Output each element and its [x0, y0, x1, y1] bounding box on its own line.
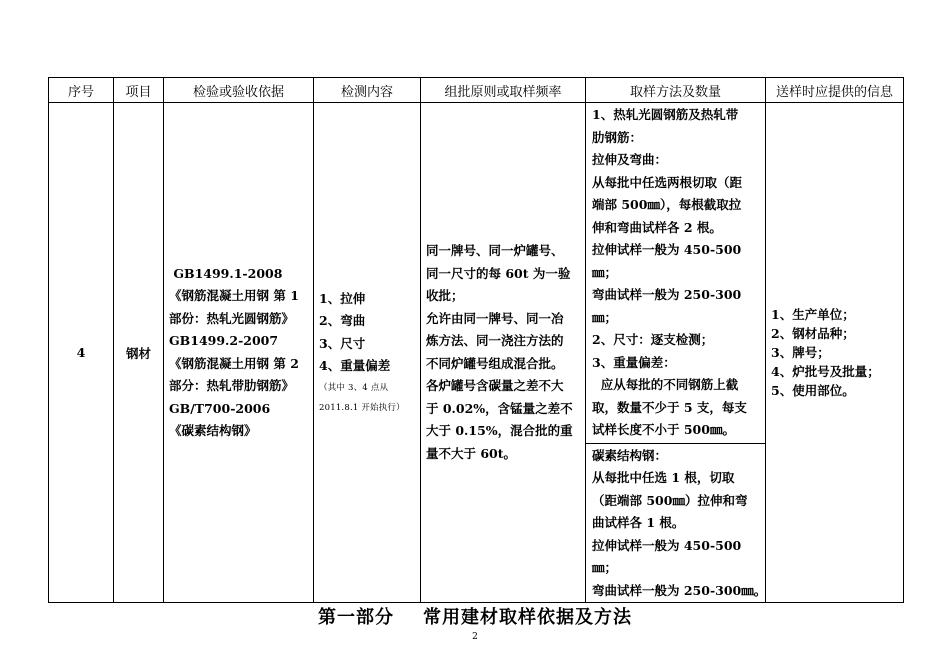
basis-line: GB1499.2-2007 — [169, 333, 279, 348]
header-content: 检测内容 — [314, 78, 421, 103]
cell-info — [766, 103, 904, 603]
row-index: 4 — [76, 345, 86, 360]
content-line: 2、弯曲 — [319, 313, 366, 328]
sampling-line: 2、尺寸：逐支检测； — [592, 332, 714, 347]
batch-line: 各炉罐号含碳量之差不大 — [426, 378, 564, 393]
page-number: 2 — [472, 632, 478, 642]
sampling-line: 1、热轧光圆钢筋及热轧带 — [592, 107, 739, 122]
cell-content — [314, 103, 421, 603]
batch-line: 大于 0.15%，混合批的重 — [426, 423, 573, 438]
sampling-line: 曲试样各 1 根。 — [592, 515, 685, 530]
batch-line: 同一牌号、同一炉罐号、 — [426, 243, 564, 258]
batch-line: 量不大于 60t。 — [426, 445, 517, 461]
content-line: 3、尺寸 — [319, 335, 366, 351]
sampling-line: 从每批中任选 1 根，切取 — [592, 470, 735, 485]
content-line: 1、拉伸 — [319, 290, 366, 306]
info-line: 5、使用部位。 — [771, 383, 855, 398]
basis-line: 《钢筋混凝土用钢 第 2 — [169, 355, 299, 371]
info-line: 2、钢材品种； — [771, 326, 855, 341]
sampling-line: 碳素结构钢： — [592, 447, 668, 463]
basis-line: 《碳素结构钢》 — [169, 423, 257, 438]
batch-line: 不同炉罐号组成混合批。 — [426, 355, 564, 371]
section-title: 第一部分 常用建材取样依据及方法 — [317, 607, 633, 628]
cell-item — [114, 103, 164, 603]
sampling-line: 肋钢筋： — [592, 129, 643, 145]
row-item: 钢材 — [125, 345, 151, 361]
header-basis: 检验或验收依据 — [164, 78, 314, 103]
sampling-line: 弯曲试样一般为 250-300㎜。 — [592, 582, 767, 598]
sampling-line: 拉伸及弯曲： — [592, 152, 668, 167]
sampling-line: ㎜； — [592, 560, 618, 575]
batch-line: 同一尺寸的每 60t 为一验 — [426, 265, 571, 281]
sampling-line: 伸和弯曲试样各 2 根。 — [592, 219, 722, 235]
header-batch: 组批原则或取样频率 — [421, 78, 586, 103]
content-note: （其中 3、4 点从 — [319, 382, 389, 393]
cell-basis — [164, 103, 314, 603]
sampling-line: 取，数量不少于 5 支，每支 — [592, 399, 747, 415]
basis-line: GB/T700-2006 — [169, 400, 271, 416]
info-line: 3、牌号； — [771, 345, 830, 360]
header-item: 项目 — [114, 78, 164, 103]
sampling-line: ㎜； — [592, 264, 618, 280]
table-row — [49, 103, 904, 603]
content-line: 4、重量偏差 — [319, 358, 391, 373]
header-info: 送样时应提供的信息 — [766, 78, 904, 103]
sampling-line: 3、重量偏差： — [592, 354, 676, 370]
batch-line: 炼方法、同一浇注方法的 — [426, 333, 564, 348]
sampling-line: 试样长度不小于 500㎜。 — [592, 422, 735, 437]
basis-line: GB1499.1-2008 — [169, 265, 283, 281]
batch-line: 收批； — [426, 288, 464, 303]
sampling-table — [48, 77, 904, 603]
header-index: 序号 — [49, 78, 114, 103]
basis-line: 部份：热轧光圆钢筋》 — [169, 310, 295, 326]
info-line: 4、炉批号及批量； — [771, 364, 880, 379]
sampling-line: 应从每批的不同钢筋上截 — [592, 377, 739, 392]
header-sampling: 取样方法及数量 — [586, 78, 766, 103]
batch-line: 于 0.02%，含锰量之差不 — [426, 400, 573, 416]
cell-index — [49, 103, 114, 603]
sampling-line: 端部 500㎜），每根截取拉 — [592, 197, 742, 212]
info-line: 1、生产单位； — [771, 307, 855, 322]
sampling-line: 拉伸试样一般为 450-500 — [592, 242, 742, 257]
sampling-line: 拉伸试样一般为 450-500 — [592, 537, 742, 553]
cell-batch — [421, 103, 586, 603]
cell-sampling — [586, 103, 766, 603]
basis-line: 《钢筋混凝土用钢 第 1 — [169, 288, 299, 303]
sampling-line: 弯曲试样一般为 250-300 — [592, 287, 742, 302]
sampling-line: ㎜； — [592, 309, 618, 325]
table-header-row — [49, 78, 904, 103]
batch-line: 允许由同一牌号、同一冶 — [426, 310, 564, 326]
sampling-line: （距端部 500㎜）拉伸和弯 — [592, 492, 748, 508]
sampling-rebar — [586, 103, 765, 444]
sampling-line: 从每批中任选两根切取（距 — [592, 174, 743, 190]
content-note: 2011.8.1 开始执行） — [319, 402, 405, 413]
basis-line: 部分：热轧带肋钢筋》 — [169, 378, 295, 393]
sampling-carbon-steel — [586, 444, 765, 603]
